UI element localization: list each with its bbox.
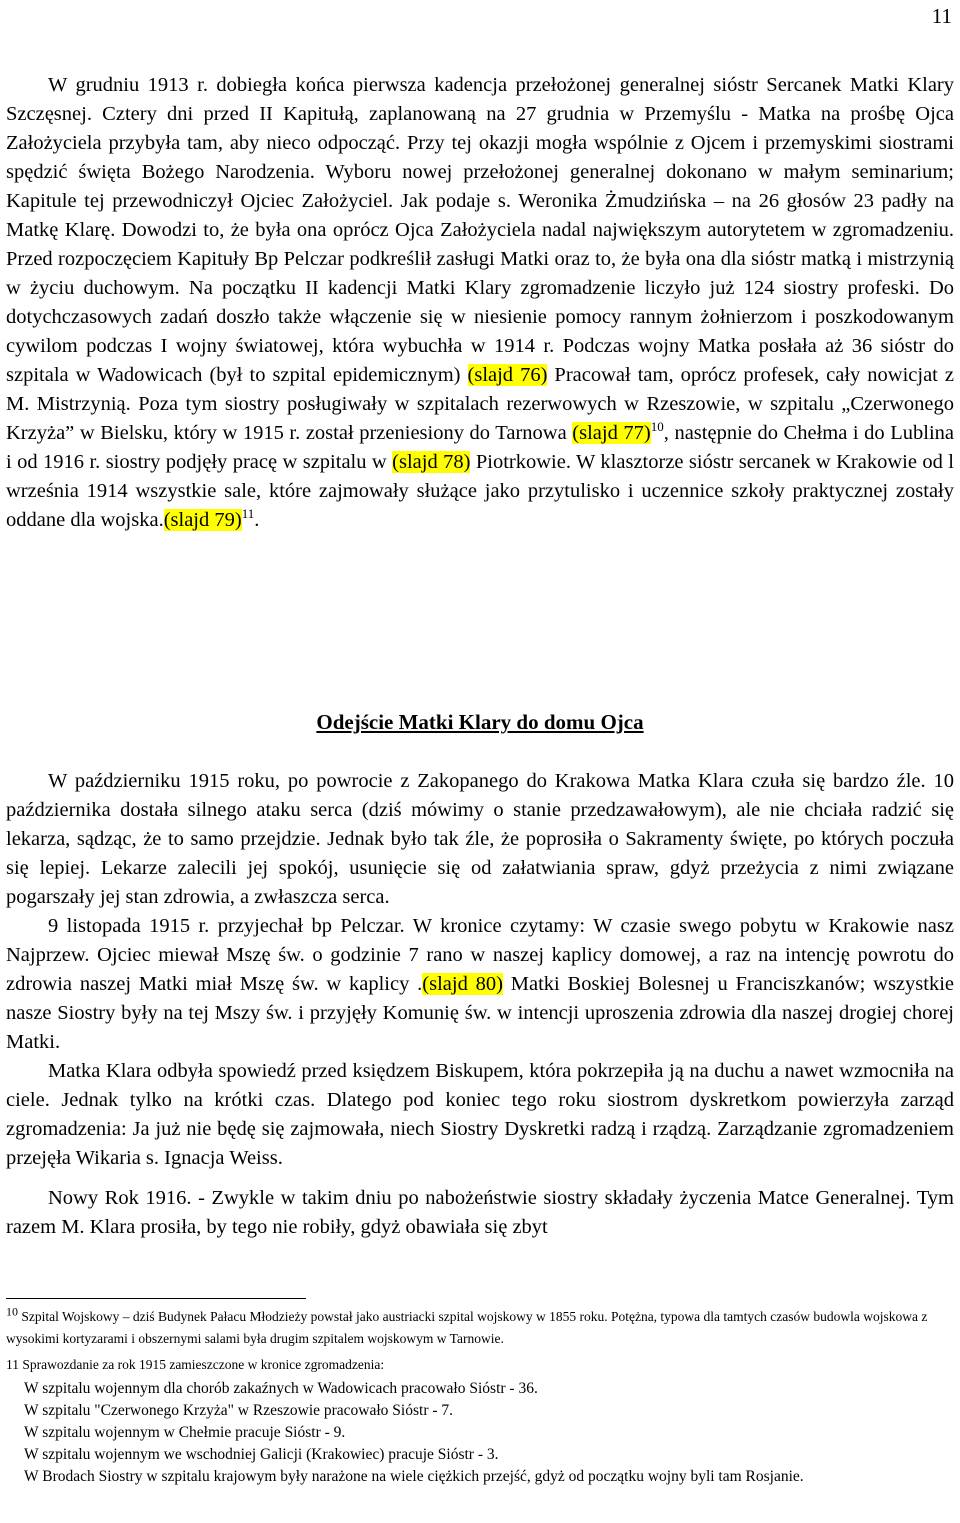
section-heading: Odejście Matki Klary do domu Ojca [316,710,644,734]
footnote-list-item: W Brodach Siostry w szpitalu krajowym były narażone na wiele ciężkich przejść, gdyż od początku wojny byli tam Rosjanie. [24,1468,804,1485]
text-segment: Pracował tam, oprócz profesek, cały nowicjat z M. Mistrzynią. Poza tym siostry posługiwały w szpitalach rezerwowych w Rzeszowie, w szpitalu „Czerwonego Krzyża” w Bielsku, który w 1915 r. został przeniesiony do Tarnowa [6,364,954,444]
slide-reference-78: (slajd 78) [392,451,471,473]
slide-reference-80: (slajd 80) [422,973,503,995]
footnote-11-intro: 11 Sprawozdanie za rok 1915 zamieszczone w kronice zgromadzenia: [6,1357,385,1372]
paragraph-new-year-1916: Nowy Rok 1916. - Zwykle w takim dniu po nabożeństwie siostry składały życzenia Matce Generalnej. Tym razem M. Klara prosiła, by tego nie robiły, gdyż obawiała się zbyt [6,1187,954,1238]
paragraph-war-service [6,71,954,535]
section-1-paragraph [6,71,954,535]
slide-reference-79: (slajd 79) [163,509,242,531]
footnote-list-item: W szpitalu wojennym w Chełmie pracuje Sióstr - 9. [24,1424,346,1441]
paragraph-october-1915: W październiku 1915 roku, po powrocie z Zakopanego do Krakowa Matka Klara czuła się bardzo źle. 10 października dostała silnego ataku serca (dziś mówimy o stanie przedzawałowym), ale nie chciała radzić się lekarza, sądząc, że to samo przejdzie. Jednak było tak źle, że poprosiła o Sakramenty święte, po których poczuła się lepiej. Lekarze zalecili jej spokój, usunięcie się od załatwiania spraw, gdyż przeżycia z nimi związane pogarszały jej stan zdrowia, a zwłaszcza serca. [6,770,954,908]
footnote-ref-11[interactable]: 11 [241,506,255,522]
text-segment: , następnie do Chełma i do Lublina i od 1916 r. siostry podjęły pracę w szpitalu w [6,422,955,473]
footnote-10 [6,1306,954,1350]
text-segment: . [254,509,260,531]
footnote-list-item: W szpitalu "Czerwonego Krzyża" w Rzeszowie pracowało Sióstr - 7. [24,1402,454,1419]
section-2 [6,767,954,1242]
footnote-10-mark: 10 [6,1304,18,1319]
slide-reference-76: (slajd 76) [467,364,548,386]
text-segment: Matki Boskiej Bolesnej u Franciszkanów; wszystkie nasze Siostry były na tej Mszy św. i przyjęły Komunię św. w intencji uproszenia zdrowia dla naszej drogiej chorej Matki. [6,973,954,1053]
footnote-ref-10[interactable]: 10 [650,419,664,435]
text-segment: W grudniu 1913 r. dobiegła końca pierwsza kadencja przełożonej generalnej sióstr Sercanek Matki Klary Szczęsnej. Cztery dni przed II Kapitułą, zaplanowaną na 27 grudnia w Przemyślu - Matka na prośbę Ojca Założyciela przybyła tam, aby nieco odpocząć. Przy tej okazji mogła wspólnie z Ojcem i przemyskimi siostrami spędzić święta Bożego Narodzenia. Wyboru nowej przełożonej generalnej dokonano w małym seminarium; Kapitule tej przewodniczył Ojciec Założyciel. Jak podaje s. Weronika Żmudzińska – na 26 głosów 23 padły na Matkę Klarę. Dowodzi to, że była ona oprócz Ojca Założyciela nadal największym autorytetem w zgromadzeniu. Przed rozpoczęciem Kapituły Bp Pelczar podkreślił zasługi Matki oraz to, że była ona dla sióstr matką i mistrzynią w życiu duchowym. Na początku II kadencji Matki Klary zgromadzenie liczyło już 124 siostry profeski. Do dotychczasowych zadań doszło także włączenie się w niesienie pomocy rannym żołnierzom i poszkodowanym cywilom podczas I wojny światowej, która wybuchła w 1914 r. Podczas wojny Matka posłała aż 36 sióstr do szpitala w Wadowicach (był to szpital epidemicznym) [6,74,954,386]
paragraph-november-1915 [6,912,954,1057]
text-segment: Piotrkowie. W klasztorze sióstr sercanek w Krakowie od l września 1914 wszystkie sale, które zajmowały służące jako przytulisko i uczennice szkoły praktycznej zostały oddane dla wojska. [6,451,954,531]
text-segment: 9 listopada 1915 r. przyjechał bp Pelczar. W kronice czytamy: W czasie swego pobytu w Krakowie nasz Najprzew. Ojciec miewał Mszę św. o godzinie 7 rano w naszej kaplicy domowej, a raz na intencję powrotu do zdrowia naszej Matki miał Mszę św. w kaplicy . [6,915,954,995]
paragraph-confession: Matka Klara odbyła spowiedź przed księdzem Biskupem, która pokrzepiła ją na duchu a nawet wzmocniła na ciele. Jednak tylko na krótki czas. Dlatego pod koniec tego roku siostrom dyskretkom powierzyła zarząd zgromadzenia: Ja już nie będę się zajmowała, niech Siostry Dyskretki radzą i rządzą. Zarządzanie zgromadzeniem przejęła Wikaria s. Ignacja Weiss. [6,1060,954,1169]
page-number: 11 [931,4,952,28]
footnote-list-item: W szpitalu wojennym dla chorób zakaźnych w Wadowicach pracowało Sióstr - 36. [24,1380,538,1397]
footnote-list-item: W szpitalu wojennym we wschodniej Galicji (Krakowiec) pracuje Sióstr - 3. [24,1446,499,1463]
slide-reference-77: (slajd 77) [572,422,651,444]
footnote-separator [6,1298,306,1299]
footnote-11-list [6,1378,954,1488]
footnote-10-text: Szpital Wojskowy – dziś Budynek Pałacu Młodzieży powstał jako austriacki szpital wojskowy w 1855 roku. Potężna, typowa dla tamtych czasów budowla wojskowa z wysokimi kortyzarami i obszernymi salami była drugim szpitalem wojskowym w Tarnowie. [6,1309,928,1346]
